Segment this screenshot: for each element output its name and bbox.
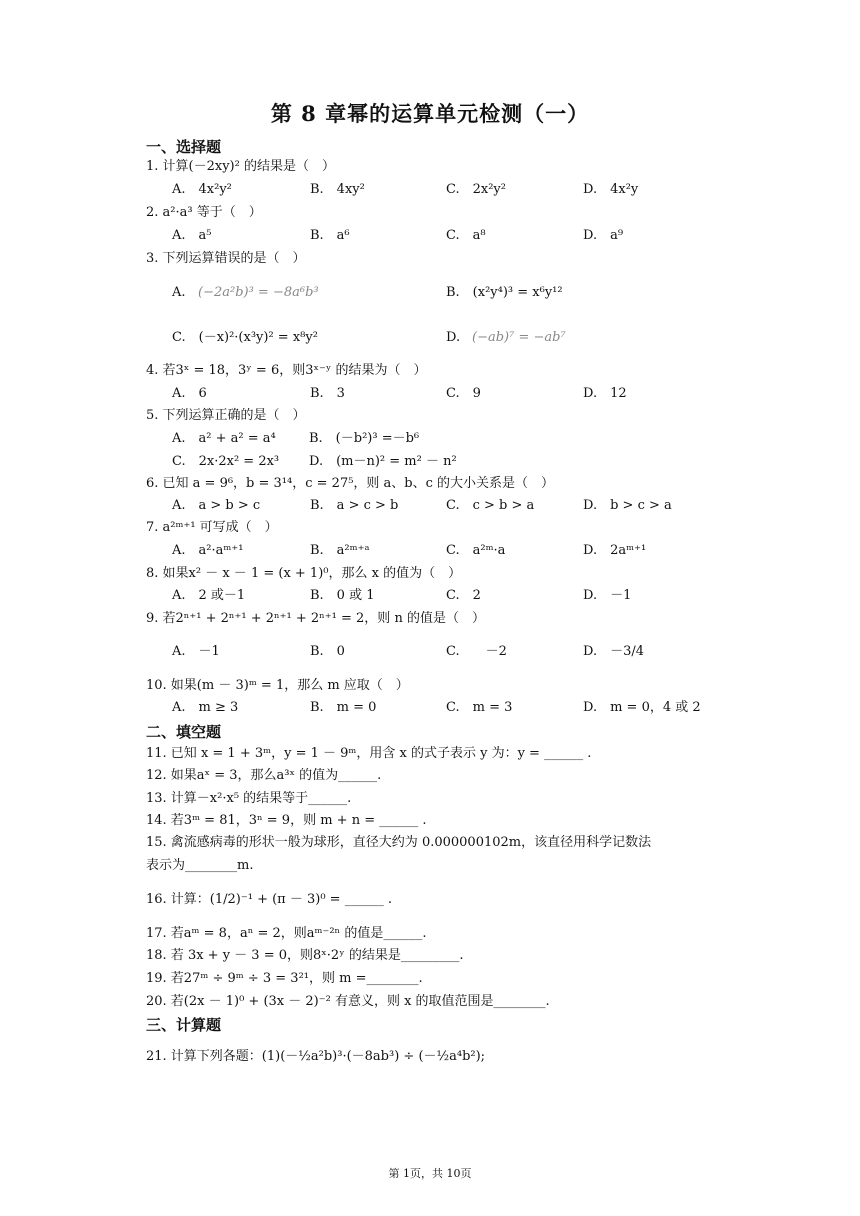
question-17: 17. 若aᵐ = 8，aⁿ = 2，则aᵐ⁻²ⁿ 的值是______. — [146, 926, 427, 941]
q2-option-c: C. a⁸ — [446, 228, 486, 243]
question-9: 9. 若2ⁿ⁺¹ + 2ⁿ⁺¹ + 2ⁿ⁺¹ + 2ⁿ⁺¹ = 2，则 n 的值是（ ） — [146, 611, 485, 626]
question-6: 6. 已知 a = 9⁶，b = 3¹⁴，c = 27⁵，则 a、b、c 的大小关系是（ ） — [146, 476, 555, 491]
q3-option-d-formula: (−ab)⁷ = −ab⁷ — [472, 330, 566, 345]
q4-option-c: C. 9 — [446, 386, 481, 401]
question-19: 19. 若27ᵐ ÷ 9ᵐ ÷ 3 = 3²¹，则 m =________. — [146, 971, 423, 986]
q3-option-d-label: D. — [446, 330, 461, 345]
question-3: 3. 下列运算错误的是（ ） — [146, 251, 306, 266]
q2-option-a: A. a⁵ — [172, 228, 212, 243]
q4-option-d: D. 12 — [583, 386, 627, 401]
q3-option-c: C. (－x)²·(x³y)² = x⁸y² — [172, 330, 318, 345]
q6-option-b: B. a > c > b — [310, 498, 399, 513]
q3-option-a-formula: (−2a²b)³ = −8a⁶b³ — [198, 285, 319, 300]
question-10: 10. 如果(m － 3)ᵐ = 1，那么 m 应取（ ） — [146, 678, 409, 693]
q7-option-d: D. 2aᵐ⁺¹ — [583, 543, 647, 558]
q1-option-d: D. 4x²y — [583, 182, 639, 197]
q7-option-c: C. a²ᵐ·a — [446, 543, 506, 558]
q10-option-c: C. m = 3 — [446, 700, 513, 715]
q7-option-b: B. a²ᵐ⁺ᵃ — [310, 543, 370, 558]
question-15-line-2: 表示为________m. — [146, 858, 254, 873]
question-21: 21. 计算下列各题：(1)(－½a²b)³·(－8ab³) ÷ (－½a⁴b²); — [146, 1049, 486, 1064]
question-11: 11. 已知 x = 1 + 3ᵐ，y = 1 － 9ᵐ，用含 x 的式子表示 y 为：y = ______ . — [146, 746, 592, 761]
q2-option-b: B. a⁶ — [310, 228, 350, 243]
q6-option-a: A. a > b > c — [172, 498, 261, 513]
q9-option-d: D. －3/4 — [583, 644, 645, 659]
q3-option-a-label: A. — [172, 285, 186, 300]
page-title: 第 8 章幂的运算单元检测（一） — [270, 101, 590, 126]
q9-option-b: B. 0 — [310, 644, 345, 659]
q5-option-c: C. 2x·2x² = 2x³ — [172, 454, 280, 469]
question-20: 20. 若(2x － 1)⁰ + (3x － 2)⁻² 有意义，则 x 的取值范围是________. — [146, 994, 550, 1009]
q4-option-a: A. 6 — [172, 386, 207, 401]
q5-option-d: D. (m－n)² = m² － n² — [309, 454, 457, 469]
question-8: 8. 如果x² － x － 1 = (x + 1)⁰，那么 x 的值为（ ） — [146, 566, 462, 581]
question-1: 1. 计算(－2xy)² 的结果是（ ） — [146, 159, 335, 174]
q1-option-b: B. 4xy² — [310, 182, 365, 197]
q1-option-c: C. 2x²y² — [446, 182, 506, 197]
q8-option-d: D. －1 — [583, 588, 632, 603]
question-14: 14. 若3ᵐ = 81，3ⁿ = 9，则 m + n = ______ . — [146, 813, 427, 828]
q8-option-a: A. 2 或－1 — [172, 588, 246, 603]
q5-option-a: A. a² + a² = a⁴ — [172, 431, 276, 446]
question-5: 5. 下列运算正确的是（ ） — [146, 408, 306, 423]
question-2: 2. a²·a³ 等于（ ） — [146, 205, 262, 220]
section-calc: 三、计算题 — [146, 1016, 222, 1034]
q10-option-a: A. m ≥ 3 — [172, 700, 239, 715]
q3-option-b: B. (x²y⁴)³ = x⁶y¹² — [446, 285, 563, 300]
question-16: 16. 计算：(1/2)⁻¹ + (π － 3)⁰ = ______ . — [146, 892, 392, 907]
q9-option-c: C. －2 — [446, 644, 507, 659]
q7-option-a: A. a²·aᵐ⁺¹ — [172, 543, 244, 558]
page-footer: 第 1页，共 10页 — [388, 1167, 472, 1180]
q1-option-a: A. 4x²y² — [172, 182, 232, 197]
q8-option-b: B. 0 或 1 — [310, 588, 375, 603]
q9-option-a: A. －1 — [172, 644, 220, 659]
question-7: 7. a²ᵐ⁺¹ 可写成（ ） — [146, 520, 278, 535]
question-15-line-1: 15. 禽流感病毒的形状一般为球形，直径大约为 0.000000102m，该直径用科学记数法 — [146, 835, 652, 850]
q6-option-d: D. b > c > a — [583, 498, 672, 513]
question-4: 4. 若3ˣ = 18，3ʸ = 6，则3ˣ⁻ʸ 的结果为（ ） — [146, 363, 427, 378]
q4-option-b: B. 3 — [310, 386, 345, 401]
q6-option-c: C. c > b > a — [446, 498, 535, 513]
section-choice: 一、选择题 — [146, 138, 222, 156]
q8-option-c: C. 2 — [446, 588, 481, 603]
section-fill: 二、填空题 — [146, 723, 222, 741]
q2-option-d: D. a⁹ — [583, 228, 624, 243]
question-18: 18. 若 3x + y － 3 = 0，则8ˣ·2ʸ 的结果是_________. — [146, 948, 464, 963]
q5-option-b: B. (－b²)³ =－b⁶ — [309, 431, 420, 446]
question-12: 12. 如果aˣ = 3，那么a³ˣ 的值为______. — [146, 768, 382, 783]
q10-option-b: B. m = 0 — [310, 700, 377, 715]
question-13: 13. 计算－x²·x⁵ 的结果等于______. — [146, 791, 352, 806]
q10-option-d: D. m = 0，4 或 2 — [583, 700, 701, 715]
